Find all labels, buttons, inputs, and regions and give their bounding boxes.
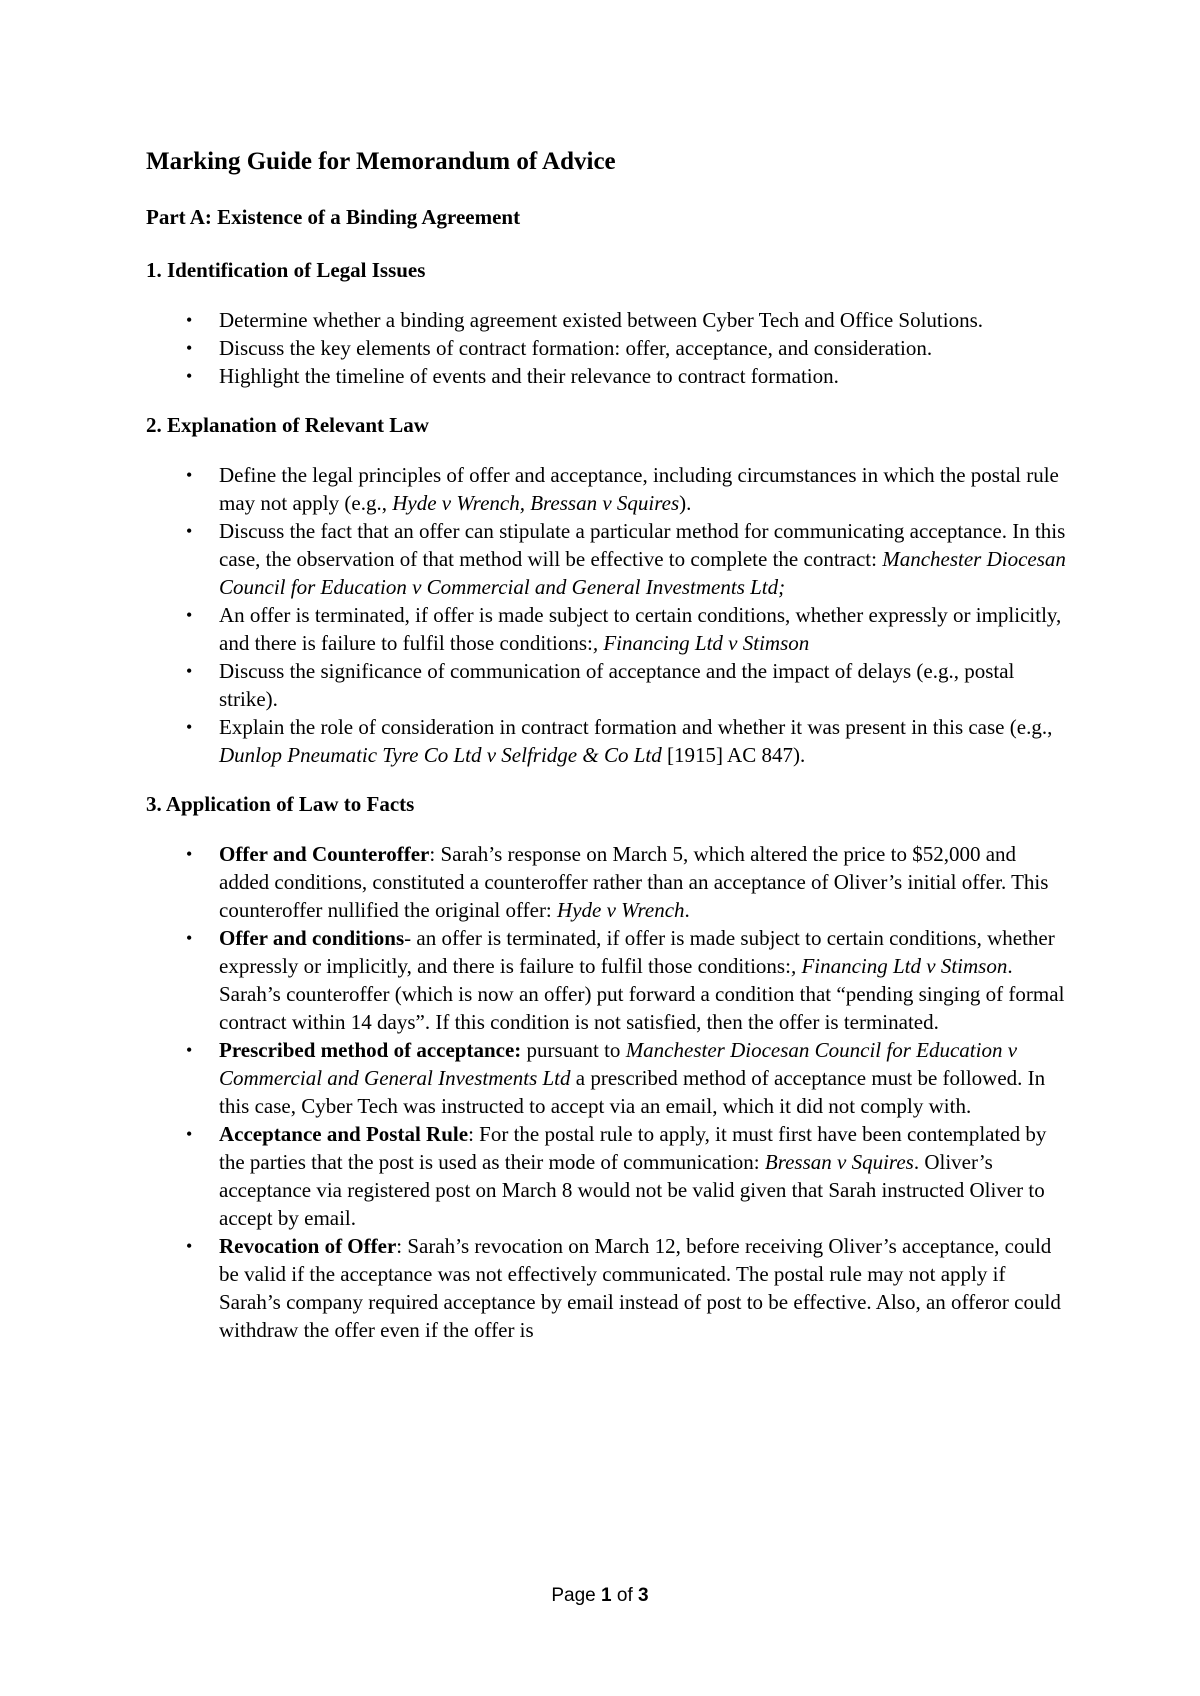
- section-2-list: [146, 461, 1066, 769]
- list-item: • Discuss the key elements of contract formation: offer, acceptance, and consideration.: [146, 334, 1066, 362]
- case-citation: , Financing Ltd v Stimson: [592, 631, 810, 655]
- item-text: [1915] AC 847).: [661, 743, 806, 767]
- item-text: .: [684, 898, 690, 922]
- document-body: [146, 144, 1066, 1364]
- case-citation: Dunlop Pneumatic Tyre Co Ltd v Selfridge & Co Ltd: [219, 743, 662, 767]
- item-label: Offer and Counteroffer: [219, 842, 430, 866]
- list-item: [146, 461, 1066, 517]
- item-text: : Sarah’s response on March 5, which altered the price to $52,000 and added conditions, constituted a counteroffer rather than an acceptance of Oliver’s initial offer. This counteroffer nullified the original offer:: [219, 842, 1049, 922]
- case-citation: , Financing Ltd v Stimson: [790, 954, 1008, 978]
- item-text: pursuant to: [521, 1038, 626, 1062]
- list-item: [146, 517, 1066, 601]
- list-item-prescribed-method: [146, 1036, 1066, 1120]
- list-item: • Highlight the timeline of events and their relevance to contract formation.: [146, 362, 1066, 390]
- section-3-heading: 3. Application of Law to Facts: [146, 792, 415, 816]
- case-citation: Hyde v Wrench: [557, 898, 685, 922]
- part-a-heading: Part A: Existence of a Binding Agreement: [146, 205, 521, 229]
- item-label: Prescribed method of acceptance:: [219, 1038, 522, 1062]
- item-text: . Oliver’s acceptance via registered post on March 8 would not be valid given that Sarah instructed Oliver to accept by email.: [219, 1150, 1045, 1230]
- current-page-number: 1: [601, 1585, 612, 1606]
- list-item-offer-counteroffer: [146, 840, 1066, 924]
- page-word: Page: [551, 1585, 596, 1606]
- item-text: . Sarah’s counteroffer (which is now an offer) put forward a condition that “pending singing of formal contract within 14 days”. If this condition is not satisfied, then the offer is terminated.: [219, 954, 1065, 1034]
- list-item: • Determine whether a binding agreement existed between Cyber Tech and Office Solutions.: [146, 306, 1066, 334]
- section-1-list: [146, 306, 1066, 390]
- total-pages-number: 3: [638, 1585, 649, 1606]
- of-word: of: [616, 1585, 633, 1606]
- case-citation: Manchester Diocesan Council for Education v Commercial and General Investments Ltd: [219, 1038, 1018, 1090]
- item-text: Discuss the fact that an offer can stipulate a particular method for communicating acceptance. In this case, the observation of that method will be effective to complete the contract:: [219, 519, 1066, 571]
- item-label: Acceptance and Postal Rule: [219, 1122, 469, 1146]
- item-text: : For the postal rule to apply, it must first have been contemplated by the parties that the post is used as their mode of communication:: [219, 1122, 1047, 1174]
- item-text: Explain the role of consideration in contract formation and whether it was present in this case (e.g.,: [219, 715, 1053, 739]
- item-label: Offer and conditions: [219, 926, 405, 950]
- page-footer: [0, 1585, 1200, 1607]
- list-item-revocation: [146, 1232, 1066, 1344]
- item-text: : Sarah’s revocation on March 12, before receiving Oliver’s acceptance, could be valid if the acceptance was not effectively communicated. The postal rule may not apply if Sarah’s company required acceptance by email instead of post to be effective. Also, an offeror could withdraw the offer even if the offer is: [219, 1234, 1061, 1342]
- section-2-heading: 2. Explanation of Relevant Law: [146, 413, 429, 437]
- item-text: ).: [679, 491, 692, 515]
- case-citation: Manchester Diocesan Council for Education v Commercial and General Investments Ltd;: [219, 547, 1066, 599]
- document-title: Marking Guide for Memorandum of Advice: [146, 148, 616, 175]
- list-item: [146, 713, 1066, 769]
- item-text: Discuss the significance of communication of acceptance and the impact of delays (e.g., postal strike).: [219, 659, 1015, 711]
- section-3-list: [146, 840, 1066, 1344]
- section-1-heading: 1. Identification of Legal Issues: [146, 258, 426, 282]
- item-label: Revocation of Offer: [219, 1234, 397, 1258]
- list-item-offer-conditions: [146, 924, 1066, 1036]
- case-citation: Hyde v Wrench, Bressan v Squires: [392, 491, 680, 515]
- item-text: - an offer is terminated, if offer is made subject to certain conditions, whether expressly or implicitly, and there is failure to fulfil those conditions:: [219, 926, 1055, 978]
- item-text: Define the legal principles of offer and acceptance, including circumstances in which the postal rule may not apply (e.g.,: [219, 463, 1059, 515]
- list-item-postal-rule: [146, 1120, 1066, 1232]
- list-item: [146, 601, 1066, 657]
- item-text: a prescribed method of acceptance must be followed. In this case, Cyber Tech was instructed to accept via an email, which it did not comply with.: [219, 1066, 1046, 1118]
- case-citation: Bressan v Squires: [764, 1150, 914, 1174]
- list-item: [146, 657, 1066, 713]
- item-text: An offer is terminated, if offer is made subject to certain conditions, whether expressly or implicitly, and there is failure to fulfil those conditions:: [219, 603, 1062, 655]
